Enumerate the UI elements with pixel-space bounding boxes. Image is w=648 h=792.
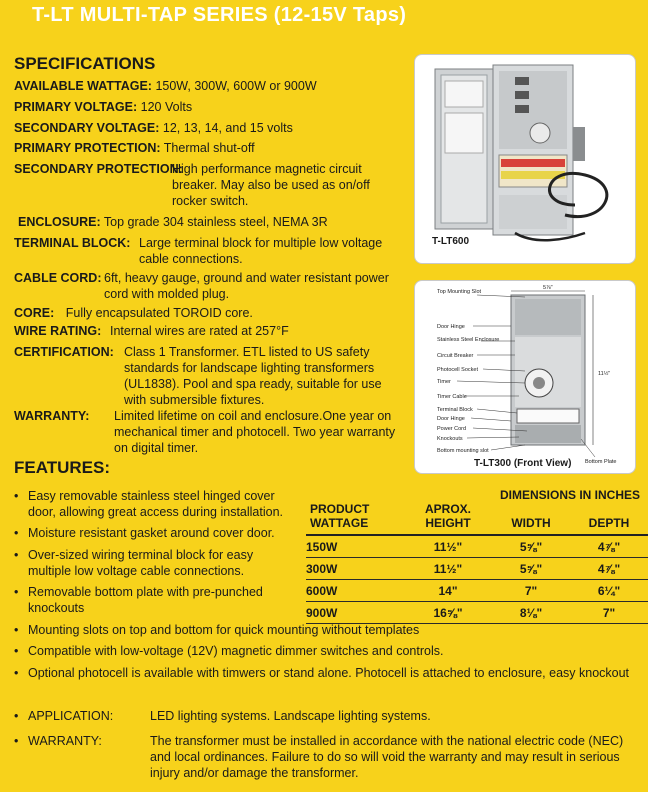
label-bottom-plate: Bottom Plate: [585, 459, 617, 465]
spec-secondary-protection: SECONDARY PROTECTION: High performance magnetic circuit breaker. May also be used as on/off rocker switch.: [14, 162, 370, 208]
table-group-header: [306, 488, 648, 502]
spec-wattage: AVAILABLE WATTAGE: 150W, 300W, 600W or 900W: [14, 79, 317, 93]
col-header: PRODUCT WATTAGE: [310, 502, 370, 530]
label-photocell-socket: Photocell Socket: [437, 367, 478, 373]
spec-cable-cord: CABLE CORD: 6ft, heavy gauge, ground and water resistant power cord with molded plug.: [14, 271, 389, 301]
table-row: 300W 11½" 5⅝" 4⅞": [306, 558, 648, 580]
spec-primary-voltage: PRIMARY VOLTAGE: 120 Volts: [14, 100, 193, 114]
spec-core: CORE: Fully encapsulated TOROID core.: [14, 306, 253, 320]
dimensions-heading: DIMENSIONS IN INCHES: [499, 488, 640, 502]
label-timer: Timer: [437, 379, 451, 385]
page-title: T-LT MULTI-TAP SERIES (12-15V Taps): [32, 4, 407, 26]
col-header: APROX. HEIGHT: [424, 502, 471, 530]
label-power-cord: Power Cord: [437, 426, 467, 432]
label-door-hinge-bottom: Door Hinge: [437, 416, 465, 422]
label-circuit-breaker: Circuit Breaker: [437, 353, 474, 359]
feature-item: • Optional photocell is available with timwers or stand alone. Photocell is attached to enclosure, easy knockout: [14, 666, 630, 680]
feature-item: • Mounting slots on top and bottom for quick mounting without templates: [14, 623, 420, 637]
table-row: 900W 16⅝" 8⅛" 7": [306, 602, 648, 624]
spec-warranty: WARRANTY: Limited lifetime on coil and enclosure.One year on mechanical timer and photocell. Two year warranty on digital timer.: [14, 409, 396, 455]
specifications-heading: SPECIFICATIONS: [14, 54, 156, 73]
label-terminal-block: Terminal Block: [437, 407, 473, 413]
product-photo-t-lt600: [414, 54, 636, 264]
label-stainless-steel-enclosure: Stainless Steel Enclosure: [437, 337, 500, 343]
spec-enclosure: ENCLOSURE: Top grade 304 stainless steel, NEMA 3R: [18, 215, 328, 229]
transformer-front-view-diagram: [415, 281, 635, 473]
label-top-mounting-slot: Top Mounting Slot: [437, 289, 482, 295]
application-item: • APPLICATION: LED lighting systems. Landscape lighting systems.: [14, 709, 431, 723]
spec-certification: CERTIFICATION: Class 1 Transformer. ETL listed to US safety standards for landscape lighting transformers (UL1838). Pool and spa ready, suitable for use with submersible fixtures.: [14, 345, 382, 407]
spec-primary-protection: PRIMARY PROTECTION: Thermal shut-off: [14, 141, 255, 155]
label-timer-cable: Timer Cable: [437, 394, 467, 400]
label-knockouts: Knockouts: [437, 436, 463, 442]
features-heading: FEATURES:: [14, 458, 111, 477]
width-dimension-label: 5⅞": [543, 285, 553, 291]
spec-terminal-block: TERMINAL BLOCK: Large terminal block for multiple low voltage cable connections.: [14, 236, 383, 266]
height-dimension-label: 11½": [598, 371, 611, 377]
feature-item: • Moisture resistant gasket around cover door.: [14, 526, 275, 540]
col-header: DEPTH: [588, 516, 630, 530]
label-door-hinge-top: Door Hinge: [437, 324, 465, 330]
feature-item: • Over-sized wiring terminal block for easy multiple low voltage cable connections.: [14, 548, 254, 578]
table-row: 600W 14" 7" 6¼": [306, 580, 648, 602]
product-diagram-t-lt300: [414, 280, 636, 474]
photo2-caption: T-LT300 (Front View): [474, 458, 572, 469]
feature-item: • Removable bottom plate with pre-punched knockouts: [14, 585, 263, 615]
table-row: 150W 11½" 5⅝" 4⅞": [306, 535, 648, 558]
label-bottom-mounting-slot: Bottom mounting slot: [437, 448, 489, 454]
photo1-caption: T-LT600: [432, 236, 470, 247]
spec-secondary-voltage: SECONDARY VOLTAGE: 12, 13, 14, and 15 volts: [14, 121, 293, 135]
feature-item: • Compatible with low-voltage (12V) magnetic dimmer switches and controls.: [14, 644, 444, 658]
col-header: WIDTH: [511, 516, 551, 530]
transformer-open-image: [415, 55, 635, 263]
table-header-row: [306, 502, 648, 535]
warranty-item: • WARRANTY: The transformer must be installed in accordance with the national electric code (NEC) and local ordinances. Failure to do so will void the warranty and may result in serious injury and/or damage the transformer.: [14, 734, 624, 780]
dimensions-table: [306, 488, 648, 624]
feature-item: • Easy removable stainless steel hinged cover door, allowing great access during installation.: [14, 489, 284, 519]
spec-wire-rating: WIRE RATING: Internal wires are rated at 257°F: [14, 324, 289, 338]
